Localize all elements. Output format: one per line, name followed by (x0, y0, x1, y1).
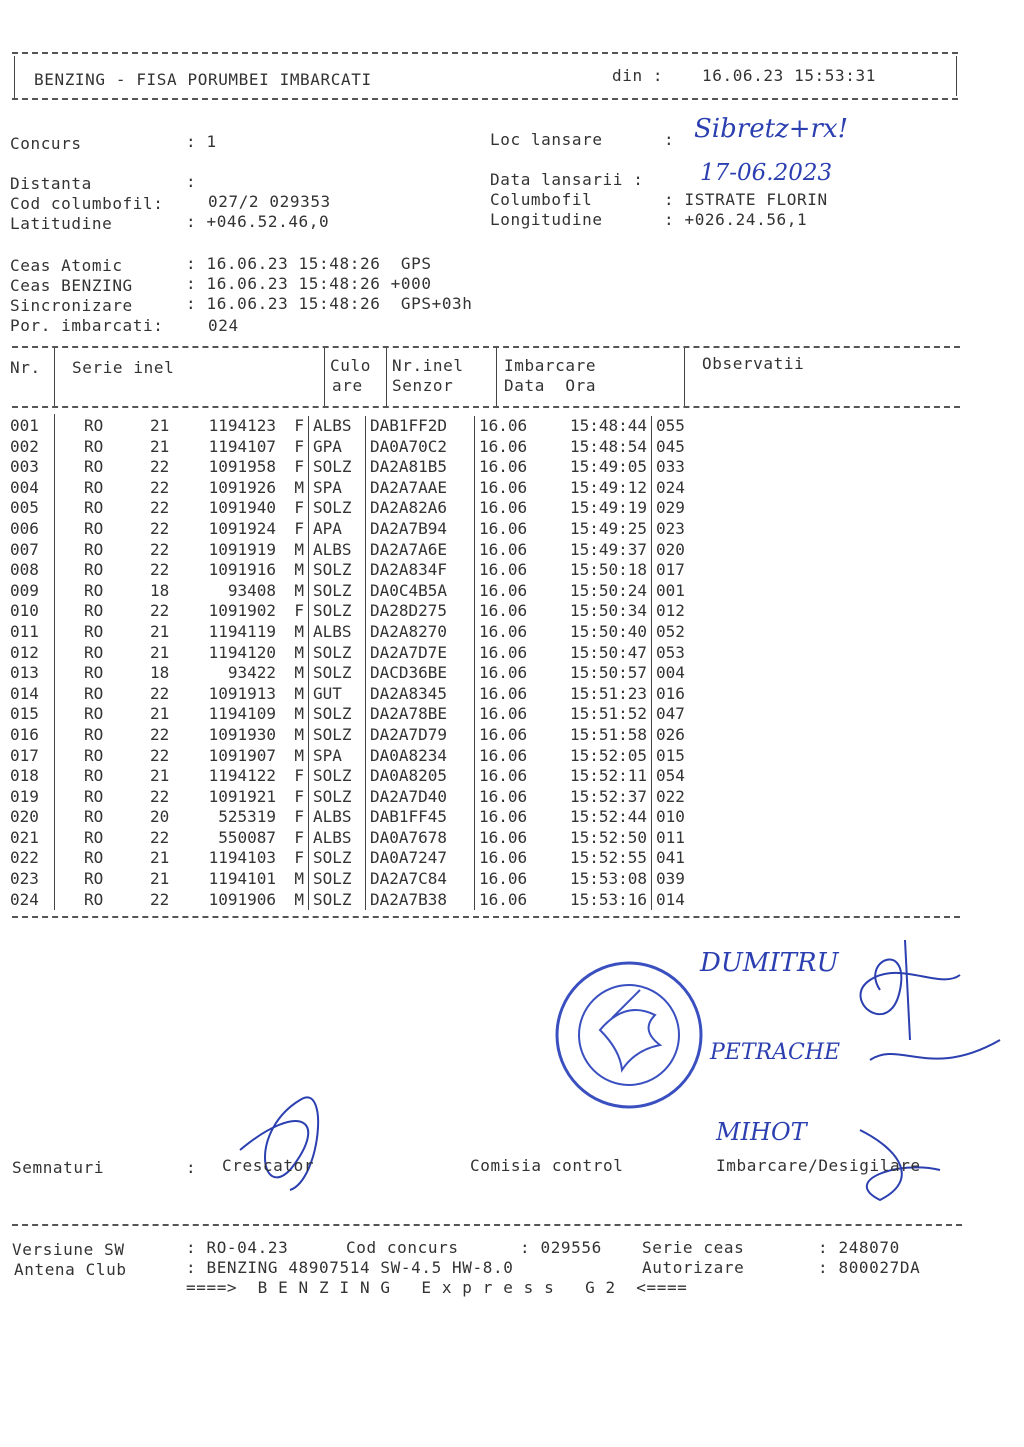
row-time: 15:48:54 (549, 437, 652, 458)
row-ring-number: 1194122 (208, 766, 276, 786)
footer-top-border (12, 1224, 962, 1226)
ceas-atomic-label: Ceas Atomic (10, 256, 123, 275)
loc-lansare-colon: : (664, 130, 675, 149)
row-country: RO (84, 477, 104, 497)
row-observatii: 047 (656, 704, 685, 724)
row-color: ALBS (309, 828, 366, 849)
row-sex: F (284, 498, 309, 519)
row-time: 15:50:18 (549, 560, 652, 581)
row-color: ALBS (309, 540, 366, 561)
row-country: RO (84, 642, 104, 662)
row-observatii: 054 (656, 766, 685, 786)
row-observatii: 016 (656, 683, 685, 703)
row-color: SOLZ (309, 560, 366, 581)
sincronizare-label: Sincronizare (10, 296, 133, 315)
col-header-culoare-1: Culo (330, 356, 371, 375)
loc-lansare-handwritten: Sibretz+rx! (694, 114, 849, 144)
row-observatii: 004 (656, 663, 685, 683)
row-observatii: 029 (656, 498, 685, 518)
row-date: 16.06 (479, 807, 528, 827)
row-nr: 001 (10, 416, 39, 435)
row-observatii: 045 (656, 436, 685, 456)
row-time: 15:50:24 (549, 581, 652, 602)
benzing-banner: ====> B E N Z I N G E x p r e s s G 2 <==== (186, 1278, 688, 1297)
row-ring-number: 1091926 (208, 477, 276, 497)
row-ring-number: 1194120 (208, 642, 276, 662)
row-time: 15:49:25 (549, 519, 652, 540)
row-sex: M (284, 560, 309, 581)
row-time: 15:53:16 (549, 890, 652, 911)
row-sensor-ring: DA2A834F (366, 560, 475, 581)
row-color: SOLZ (309, 457, 366, 478)
ceas-benzing-value: : 16.06.23 15:48:26 +000 (186, 274, 432, 293)
row-ring-number: 550087 (218, 827, 276, 847)
row-nr: 004 (10, 477, 39, 497)
row-color: ALBS (309, 622, 366, 643)
row-sex: M (284, 890, 309, 911)
row-observatii: 020 (656, 539, 685, 559)
row-time: 15:49:19 (549, 498, 652, 519)
row-nr: 017 (10, 745, 39, 765)
row-nr: 021 (10, 827, 39, 847)
row-nr: 023 (10, 869, 39, 889)
cod-columbofil-label: Cod columbofil: (10, 194, 164, 213)
cod-concurs-label: Cod concurs (346, 1238, 459, 1257)
porumbei-imbarcati-label: Por. imbarcati: (10, 316, 164, 335)
row-year: 21 (150, 869, 170, 889)
row-year: 22 (150, 457, 170, 477)
row-color: ALBS (309, 807, 366, 828)
cod-columbofil-value: 027/2 029353 (208, 192, 331, 211)
row-observatii: 033 (656, 457, 685, 477)
comisia-label: Comisia control (470, 1156, 624, 1175)
row-color: SPA (309, 746, 366, 767)
row-date: 16.06 (479, 498, 528, 518)
row-country: RO (84, 848, 104, 868)
row-observatii: 055 (656, 416, 685, 435)
row-color: SOLZ (309, 848, 366, 869)
row-sensor-ring: DAB1FF2D (366, 416, 475, 437)
row-year: 20 (150, 807, 170, 827)
row-nr: 008 (10, 560, 39, 580)
col-header-serie: Serie inel (72, 358, 175, 377)
longitudine-label: Longitudine (490, 210, 603, 229)
row-nr: 018 (10, 766, 39, 786)
row-year: 22 (150, 745, 170, 765)
row-color: SOLZ (309, 890, 366, 911)
row-sex: M (284, 622, 309, 643)
versiune-label: Versiune SW (12, 1240, 125, 1259)
antena-label: Antena Club (14, 1260, 127, 1279)
row-observatii: 023 (656, 518, 685, 538)
ceas-atomic-value: : 16.06.23 15:48:26 GPS (186, 254, 432, 273)
versiune-value: : RO-04.23 (186, 1238, 289, 1257)
row-ring-number: 93408 (227, 580, 276, 600)
row-sex: M (284, 746, 309, 767)
row-ring-number: 1194123 (208, 416, 276, 435)
row-nr: 007 (10, 539, 39, 559)
row-observatii: 001 (656, 580, 685, 600)
concurs-label: Concurs (10, 134, 82, 153)
row-date: 16.06 (479, 416, 528, 435)
header-datetime: 16.06.23 15:53:31 (702, 66, 876, 85)
row-nr: 022 (10, 848, 39, 868)
row-time: 15:52:37 (549, 787, 652, 808)
row-ring-number: 525319 (218, 807, 276, 827)
row-year: 21 (150, 766, 170, 786)
sincronizare-value: : 16.06.23 15:48:26 GPS+03h (186, 294, 473, 313)
row-sex: M (284, 725, 309, 746)
row-year: 22 (150, 724, 170, 744)
row-color: SOLZ (309, 601, 366, 622)
col-header-culoare-2: are (332, 376, 363, 395)
row-color: SOLZ (309, 643, 366, 664)
row-observatii: 015 (656, 745, 685, 765)
row-sex: M (284, 540, 309, 561)
distanta-value: : (186, 172, 197, 191)
row-sensor-ring: DA2A7B38 (366, 890, 475, 911)
row-sensor-ring: DA2A81B5 (366, 457, 475, 478)
row-date: 16.06 (479, 663, 528, 683)
row-observatii: 012 (656, 601, 685, 621)
row-sensor-ring: DA0A8205 (366, 766, 475, 787)
latitudine-value: : +046.52.46,0 (186, 212, 330, 231)
row-time: 15:49:12 (549, 478, 652, 499)
row-time: 15:50:34 (549, 601, 652, 622)
row-sensor-ring: DA2A78BE (366, 704, 475, 725)
row-color: SPA (309, 478, 366, 499)
row-sex: M (284, 663, 309, 684)
row-country: RO (84, 724, 104, 744)
row-year: 18 (150, 663, 170, 683)
row-ring-number: 1091958 (208, 457, 276, 477)
row-year: 22 (150, 498, 170, 518)
row-sex: M (284, 643, 309, 664)
row-country: RO (84, 580, 104, 600)
handwritten-name-2: PETRACHE (710, 1040, 841, 1065)
row-observatii: 011 (656, 827, 685, 847)
row-date: 16.06 (479, 724, 528, 744)
row-ring-number: 1091906 (208, 889, 276, 909)
imbarcare-desigilare-label: Imbarcare/Desigilare (716, 1156, 921, 1175)
loc-lansare-label: Loc lansare (490, 130, 603, 149)
row-sex: M (284, 869, 309, 890)
autorizare-label: Autorizare (642, 1258, 745, 1277)
row-nr: 002 (10, 436, 39, 456)
row-date: 16.06 (479, 889, 528, 909)
row-observatii: 010 (656, 807, 685, 827)
row-sex: F (284, 828, 309, 849)
row-sensor-ring: DACD36BE (366, 663, 475, 684)
row-observatii: 052 (656, 621, 685, 641)
row-country: RO (84, 807, 104, 827)
row-sensor-ring: DA2A7D79 (366, 725, 475, 746)
row-color: SOLZ (309, 787, 366, 808)
columbofil-value: : ISTRATE FLORIN (664, 190, 828, 209)
row-country: RO (84, 869, 104, 889)
ceas-benzing-label: Ceas BENZING (10, 276, 133, 295)
row-country: RO (84, 436, 104, 456)
row-sensor-ring: DA0A7678 (366, 828, 475, 849)
cod-concurs-value: : 029556 (520, 1238, 602, 1257)
association-stamp (557, 963, 701, 1107)
row-sex: M (284, 581, 309, 602)
row-nr: 011 (10, 621, 39, 641)
row-time: 15:49:05 (549, 457, 652, 478)
row-sensor-ring: DA2A7AAE (366, 478, 475, 499)
row-sensor-ring: DA2A8270 (366, 622, 475, 643)
row-country: RO (84, 786, 104, 806)
row-color: SOLZ (309, 663, 366, 684)
row-year: 22 (150, 889, 170, 909)
row-sensor-ring: DA2A8345 (366, 684, 475, 705)
row-sex: F (284, 787, 309, 808)
row-year: 22 (150, 518, 170, 538)
row-date: 16.06 (479, 745, 528, 765)
row-country: RO (84, 518, 104, 538)
row-time: 15:50:40 (549, 622, 652, 643)
serie-ceas-value: : 248070 (818, 1238, 900, 1257)
row-country: RO (84, 560, 104, 580)
row-sex: F (284, 848, 309, 869)
row-sex: F (284, 437, 309, 458)
row-date: 16.06 (479, 766, 528, 786)
row-date: 16.06 (479, 786, 528, 806)
row-country: RO (84, 827, 104, 847)
row-year: 22 (150, 786, 170, 806)
row-time: 15:48:44 (549, 416, 652, 437)
row-year: 18 (150, 580, 170, 600)
row-sex: F (284, 457, 309, 478)
row-year: 21 (150, 436, 170, 456)
row-time: 15:51:52 (549, 704, 652, 725)
document-title: BENZING - FISA PORUMBEI IMBARCATI (34, 70, 372, 89)
row-sex: M (284, 478, 309, 499)
row-ring-number: 93422 (227, 663, 276, 683)
row-time: 15:53:08 (549, 869, 652, 890)
row-year: 22 (150, 539, 170, 559)
row-country: RO (84, 621, 104, 641)
row-color: GUT (309, 684, 366, 705)
row-date: 16.06 (479, 457, 528, 477)
row-date: 16.06 (479, 580, 528, 600)
row-color: SOLZ (309, 725, 366, 746)
row-country: RO (84, 601, 104, 621)
row-date: 16.06 (479, 848, 528, 868)
row-year: 21 (150, 704, 170, 724)
row-observatii: 053 (656, 642, 685, 662)
row-nr: 009 (10, 580, 39, 600)
row-sensor-ring: DA0C4B5A (366, 581, 475, 602)
row-time: 15:52:55 (549, 848, 652, 869)
row-ring-number: 1091919 (208, 539, 276, 559)
row-sensor-ring: DA2A7A6E (366, 540, 475, 561)
row-sensor-ring: DA28D275 (366, 601, 475, 622)
row-sex: F (284, 601, 309, 622)
row-nr: 024 (10, 889, 39, 909)
row-country: RO (84, 498, 104, 518)
row-nr: 014 (10, 683, 39, 703)
row-sensor-ring: DAB1FF45 (366, 807, 475, 828)
handwritten-name-1: DUMITRU (700, 948, 839, 978)
row-year: 21 (150, 848, 170, 868)
semnaturi-colon: : (186, 1158, 197, 1177)
row-date: 16.06 (479, 704, 528, 724)
row-year: 22 (150, 601, 170, 621)
row-nr: 013 (10, 663, 39, 683)
row-date: 16.06 (479, 621, 528, 641)
row-ring-number: 1194103 (208, 848, 276, 868)
row-nr: 016 (10, 724, 39, 744)
row-time: 15:50:57 (549, 663, 652, 684)
row-time: 15:52:11 (549, 766, 652, 787)
crescator-label: Crescator (222, 1156, 315, 1175)
row-country: RO (84, 889, 104, 909)
row-sex: M (284, 684, 309, 705)
row-year: 22 (150, 477, 170, 497)
row-year: 21 (150, 642, 170, 662)
row-nr: 010 (10, 601, 39, 621)
row-sex: F (284, 416, 309, 437)
row-year: 21 (150, 416, 170, 435)
row-sensor-ring: DA2A7D7E (366, 643, 475, 664)
din-label: din : (612, 66, 664, 85)
row-time: 15:50:47 (549, 643, 652, 664)
row-observatii: 014 (656, 889, 685, 909)
columbofil-label: Columbofil (490, 190, 593, 209)
row-country: RO (84, 766, 104, 786)
row-country: RO (84, 663, 104, 683)
row-country: RO (84, 416, 104, 435)
latitudine-label: Latitudine (10, 214, 113, 233)
row-observatii: 022 (656, 786, 685, 806)
row-color: SOLZ (309, 498, 366, 519)
row-color: ALBS (309, 416, 366, 437)
row-time: 15:52:50 (549, 828, 652, 849)
row-color: APA (309, 519, 366, 540)
row-ring-number: 1091924 (208, 518, 276, 538)
concurs-value: : 1 (186, 132, 217, 151)
row-observatii: 041 (656, 848, 685, 868)
col-header-nrinel-1: Nr.inel (392, 356, 464, 375)
row-nr: 015 (10, 704, 39, 724)
col-header-nr: Nr. (10, 358, 41, 377)
row-time: 15:52:05 (549, 746, 652, 767)
row-time: 15:51:23 (549, 684, 652, 705)
row-nr: 012 (10, 642, 39, 662)
row-nr: 020 (10, 807, 39, 827)
row-sex: F (284, 807, 309, 828)
row-nr: 019 (10, 786, 39, 806)
row-ring-number: 1091913 (208, 683, 276, 703)
row-sensor-ring: DA2A7B94 (366, 519, 475, 540)
row-ring-number: 1091940 (208, 498, 276, 518)
row-ring-number: 1194109 (208, 704, 276, 724)
row-observatii: 026 (656, 724, 685, 744)
row-observatii: 024 (656, 477, 685, 497)
row-time: 15:49:37 (549, 540, 652, 561)
row-sensor-ring: DA0A7247 (366, 848, 475, 869)
longitudine-value: : +026.24.56,1 (664, 210, 808, 229)
row-sex: M (284, 704, 309, 725)
row-sex: F (284, 519, 309, 540)
row-sex: F (284, 766, 309, 787)
row-country: RO (84, 539, 104, 559)
row-ring-number: 1194107 (208, 436, 276, 456)
row-sensor-ring: DA0A70C2 (366, 437, 475, 458)
row-date: 16.06 (479, 518, 528, 538)
row-date: 16.06 (479, 642, 528, 662)
row-ring-number: 1091916 (208, 560, 276, 580)
row-sensor-ring: DA2A7C84 (366, 869, 475, 890)
row-country: RO (84, 704, 104, 724)
row-observatii: 017 (656, 560, 685, 580)
row-country: RO (84, 683, 104, 703)
row-ring-number: 1091902 (208, 601, 276, 621)
row-sensor-ring: DA0A8234 (366, 746, 475, 767)
row-color: SOLZ (309, 766, 366, 787)
row-ring-number: 1091907 (208, 745, 276, 765)
row-nr: 006 (10, 518, 39, 538)
row-nr: 003 (10, 457, 39, 477)
row-date: 16.06 (479, 539, 528, 559)
col-header-imbarcare-1: Imbarcare (504, 356, 597, 375)
row-date: 16.06 (479, 827, 528, 847)
antena-value: : BENZING 48907514 SW-4.5 HW-8.0 (186, 1258, 514, 1277)
row-time: 15:52:44 (549, 807, 652, 828)
row-sensor-ring: DA2A82A6 (366, 498, 475, 519)
row-color: SOLZ (309, 869, 366, 890)
row-year: 21 (150, 621, 170, 641)
row-date: 16.06 (479, 560, 528, 580)
row-date: 16.06 (479, 683, 528, 703)
row-color: SOLZ (309, 581, 366, 602)
distanta-label: Distanta (10, 174, 92, 193)
row-nr: 005 (10, 498, 39, 518)
col-header-nrinel-2: Senzor (392, 376, 454, 395)
data-lansarii-handwritten: 17-06.2023 (700, 160, 833, 186)
row-sensor-ring: DA2A7D40 (366, 787, 475, 808)
row-ring-number: 1091921 (208, 786, 276, 806)
row-ring-number: 1091930 (208, 724, 276, 744)
porumbei-imbarcati-value: 024 (208, 316, 239, 335)
row-year: 22 (150, 827, 170, 847)
col-header-observatii: Observatii (702, 354, 805, 373)
row-observatii: 039 (656, 869, 685, 889)
serie-ceas-label: Serie ceas (642, 1238, 745, 1257)
row-country: RO (84, 745, 104, 765)
autorizare-value: : 800027DA (818, 1258, 921, 1277)
semnaturi-label: Semnaturi (12, 1158, 105, 1177)
row-time: 15:51:58 (549, 725, 652, 746)
row-date: 16.06 (479, 601, 528, 621)
row-date: 16.06 (479, 869, 528, 889)
row-year: 22 (150, 560, 170, 580)
row-ring-number: 1194101 (208, 869, 276, 889)
data-lansarii-label: Data lansarii : (490, 170, 644, 189)
row-color: GPA (309, 437, 366, 458)
row-ring-number: 1194119 (208, 621, 276, 641)
row-date: 16.06 (479, 436, 528, 456)
row-country: RO (84, 457, 104, 477)
row-color: SOLZ (309, 704, 366, 725)
handwritten-name-3: MIHOT (716, 1118, 807, 1146)
col-header-imbarcare-2: Data Ora (504, 376, 597, 395)
row-year: 22 (150, 683, 170, 703)
row-date: 16.06 (479, 477, 528, 497)
